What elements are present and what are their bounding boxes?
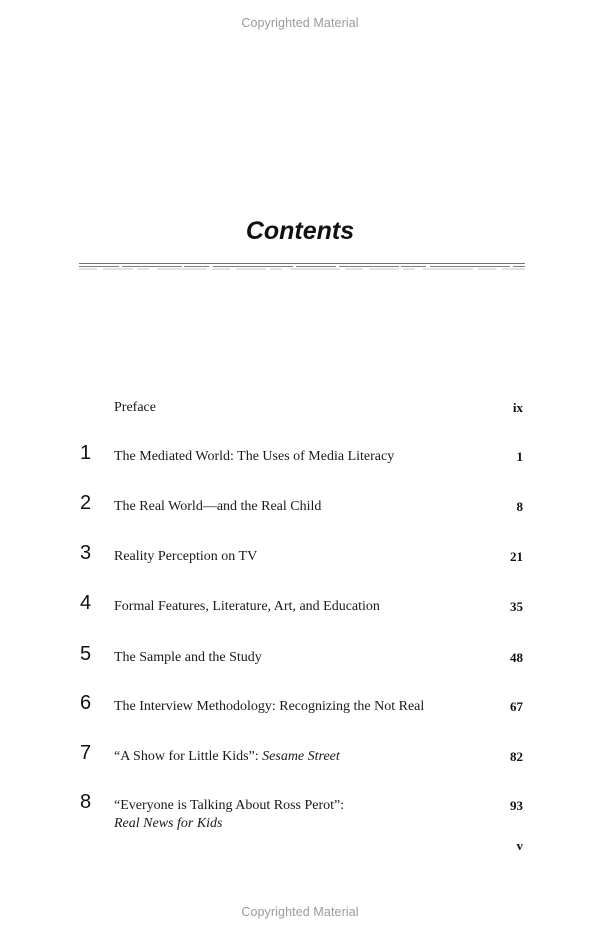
chapter-number: 3	[80, 542, 92, 564]
toc-entry-page: 93	[510, 798, 523, 813]
toc-entry-page: 82	[510, 749, 523, 764]
toc-entry-title-main: “Everyone is Talking About Ross Perot”:	[114, 798, 345, 813]
toc-entry-title: Formal Features, Literature, Art, and Education	[114, 599, 380, 614]
toc-entry-page: 1	[516, 449, 523, 464]
toc-entry-title	[114, 797, 344, 833]
toc-entry-page: ix	[512, 400, 523, 415]
chapter-number: 2	[80, 492, 92, 514]
contents-heading: Contents	[245, 217, 355, 245]
toc-entry-page: 21	[510, 549, 523, 564]
copyright-watermark-top: Copyrighted Material	[241, 16, 359, 30]
page-folio: v	[516, 838, 523, 853]
toc-entry-subtitle: Real News for Kids	[114, 816, 223, 831]
toc-entry-title: The Sample and the Study	[114, 650, 262, 665]
chapter-number: 6	[80, 692, 92, 714]
toc-entry-title: The Interview Methodology: Recognizing the Not Real	[114, 699, 425, 714]
toc-entry-title-roman: “A Show for Little Kids”:	[114, 749, 263, 764]
decorative-rule	[79, 261, 525, 271]
toc-entry-title: The Real World—and the Real Child	[114, 499, 322, 514]
toc-entry-page: 67	[510, 699, 523, 714]
toc-entry-title: Reality Perception on TV	[114, 549, 258, 564]
toc-entry-title-italic: Sesame Street	[262, 749, 340, 764]
chapter-number: 8	[80, 791, 92, 813]
toc-entry-page: 48	[510, 650, 523, 665]
toc-entry-page: 35	[510, 599, 523, 614]
toc-entry-title	[114, 748, 340, 766]
chapter-number: 1	[80, 442, 92, 464]
toc-entry-page: 8	[516, 499, 523, 514]
toc-entry-title: The Mediated World: The Uses of Media Literacy	[114, 449, 395, 464]
chapter-number: 5	[80, 643, 92, 665]
copyright-watermark-bottom: Copyrighted Material	[241, 905, 359, 919]
chapter-number: 4	[80, 592, 92, 614]
chapter-number: 7	[80, 742, 92, 764]
toc-entry-title: Preface	[114, 400, 156, 415]
